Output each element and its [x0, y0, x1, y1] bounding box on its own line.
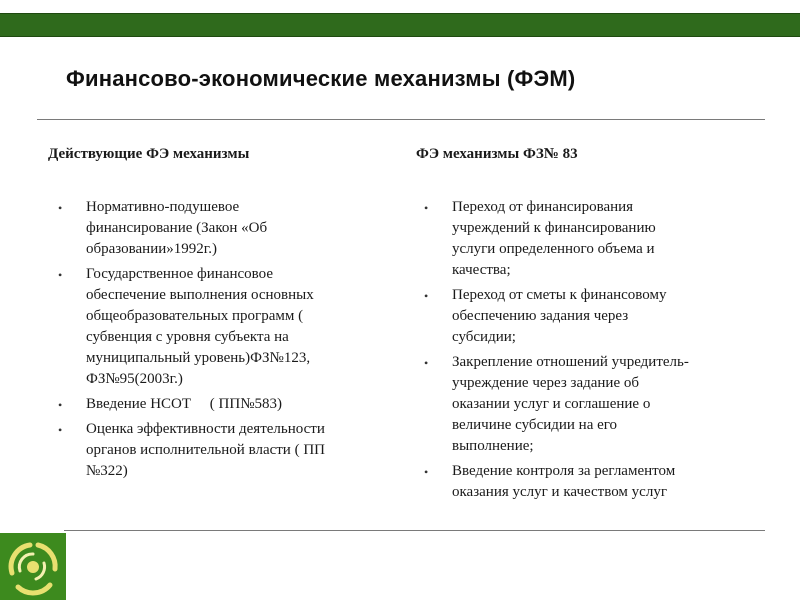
- bullet-line: выполнение;: [452, 438, 534, 454]
- bullet-line: Оценка эффективности деятельности: [86, 421, 325, 437]
- bullet-line: величине субсидии на его: [452, 417, 618, 433]
- bullet-line: ФЗ№95(2003г.): [86, 371, 183, 387]
- bullet-line: образовании»1992г.): [86, 241, 217, 257]
- left-bullet-list: [50, 197, 390, 486]
- bullet-line: обеспечение выполнения основных: [86, 287, 314, 303]
- title-divider: [37, 119, 765, 120]
- bullet-line: субвенция с уровня субъекта на: [86, 329, 289, 345]
- bullet-line: оказания услуг и качеством услуг: [452, 484, 667, 500]
- right-column-header: ФЭ механизмы ФЗ№ 83: [416, 146, 578, 162]
- top-bar: [0, 13, 800, 37]
- bullet-line: №322): [86, 463, 128, 479]
- bullet-line: Переход от финансирования: [452, 199, 634, 215]
- bullet-line: Нормативно-подушевое: [86, 199, 240, 215]
- bullet-line: муниципальный уровень)ФЗ№123,: [86, 350, 311, 366]
- bullet-line: Государственное финансовое: [86, 266, 273, 282]
- footer-divider: [64, 530, 765, 531]
- list-item: [50, 419, 390, 482]
- bullet-icon: •: [58, 201, 63, 215]
- slide-title: Финансово-экономические механизмы (ФЭМ): [66, 66, 576, 91]
- bullet-line: оказании услуг и соглашение о: [452, 396, 651, 412]
- bullet-line: Переход от сметы к финансовому: [452, 287, 667, 303]
- bullet-icon: •: [58, 423, 63, 437]
- bullet-line: финансирование (Закон «Об: [86, 220, 268, 236]
- list-item: [50, 394, 390, 415]
- bullet-line: субсидии;: [452, 329, 516, 345]
- right-bullet-list: [416, 197, 756, 507]
- bullet-line: учреждений к финансированию: [452, 220, 656, 236]
- list-item: [416, 197, 756, 281]
- bullet-icon: •: [424, 465, 429, 479]
- list-item: [50, 264, 390, 390]
- bullet-icon: •: [58, 398, 63, 412]
- bullet-icon: •: [58, 268, 63, 282]
- bullet-line: общеобразовательных программ (: [86, 308, 304, 324]
- bullet-line: Введение контроля за регламентом: [452, 463, 676, 479]
- bullet-line: Закрепление отношений учредитель-: [452, 354, 689, 370]
- bullet-line: обеспечению задания через: [452, 308, 629, 324]
- swirl-logo-graphic: [0, 533, 66, 600]
- bullet-line: услуги определенного объема и: [452, 241, 655, 257]
- list-item: [416, 352, 756, 457]
- list-item: [50, 197, 390, 260]
- swirl-logo-icon: [0, 533, 66, 600]
- bullet-icon: •: [424, 289, 429, 303]
- bullet-line: учреждение через задание об: [452, 375, 640, 391]
- bullet-line: органов исполнительной власти ( ПП: [86, 442, 325, 458]
- bullet-line: Введение НСОТ ( ПП№583): [86, 396, 283, 412]
- bullet-icon: •: [424, 356, 429, 370]
- bullet-line: качества;: [452, 262, 511, 278]
- left-column-header: Действующие ФЭ механизмы: [48, 146, 250, 162]
- list-item: [416, 285, 756, 348]
- bullet-icon: •: [424, 201, 429, 215]
- list-item: [416, 461, 756, 503]
